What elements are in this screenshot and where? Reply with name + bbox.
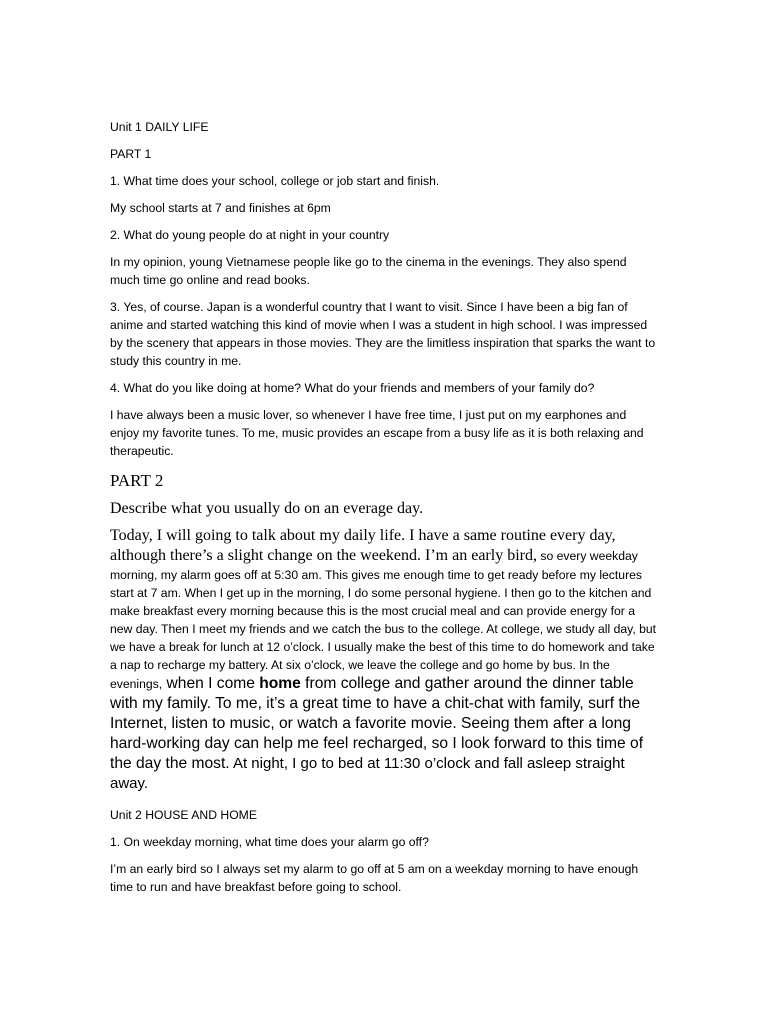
- part-2-heading: PART 2: [110, 471, 164, 490]
- part-2-story: [110, 526, 658, 794]
- story-evening-1: when I come: [162, 675, 260, 692]
- story-home-bold: home: [259, 675, 301, 692]
- document-page: [110, 118, 658, 896]
- unit-1-title: Unit 1 DAILY LIFE: [110, 120, 209, 134]
- part-1-heading: PART 1: [110, 147, 152, 161]
- unit-2-title: Unit 2 HOUSE AND HOME: [110, 808, 257, 822]
- story-night: At night, I go to bed at 11:30 o’clock and fall asleep straight away.: [110, 755, 625, 792]
- answer-2: In my opinion, young Vietnamese people like go to the cinema in the evenings. They also spend much time go online and read books.: [110, 255, 627, 287]
- story-intro: Today, I will going to talk about my daily life. I have a same routine every day, although there’s a slight change on the weekend. I’m an early bird,: [110, 527, 616, 564]
- question-2: 2. What do young people do at night in your country: [110, 228, 390, 242]
- story-body: so every weekday morning, my alarm goes off at 5:30 am. This gives me enough time to get ready before my lectures start at 7 am. When I get up in the morning, I do some personal hygiene. I then go to the kitchen and make breakfast every morning because this is the most crucial meal and can provide energy for a new day. Then I meet my friends and we catch the bus to the college. At college, we study all day, but we have a break for lunch at 12 o’clock. I usually make the best of this time to do homework and take a nap to recharge my battery. At six o’clock, we leave the college and go home by bus. In the evenings,: [110, 549, 657, 691]
- part-2-prompt: Describe what you usually do on an everage day.: [110, 500, 424, 517]
- answer-1: My school starts at 7 and finishes at 6pm: [110, 201, 331, 215]
- answer-3: 3. Yes, of course. Japan is a wonderful country that I want to visit. Since I have been a big fan of anime and started watching this kind of movie when I was a student in high school. I was impressed by the scenery that appears in those movies. They are the limitless inspiration that sparks the want to study this country in me.: [110, 300, 656, 368]
- story-evening-2: from college and gather around the dinner table with my family. To me, it’s a great time to have a chit-chat with family, surf the Internet, listen to music, or watch a favorite movie. Seeing them after a long hard-working day can help me feel recharged, so I look forward to this time of the day the most.: [110, 675, 644, 772]
- question-1: 1. What time does your school, college or job start and finish.: [110, 174, 440, 188]
- unit-2-question-1: 1. On weekday morning, what time does your alarm go off?: [110, 835, 429, 849]
- unit-2-answer-1: I’m an early bird so I always set my alarm to go off at 5 am on a weekday morning to have enough time to run and have breakfast before going to school.: [110, 862, 639, 894]
- question-4: 4. What do you like doing at home? What do your friends and members of your family do?: [110, 381, 595, 395]
- answer-4: I have always been a music lover, so whenever I have free time, I just put on my earphones and enjoy my favorite tunes. To me, music provides an escape from a busy life as it is both relaxing and therapeutic.: [110, 408, 644, 458]
